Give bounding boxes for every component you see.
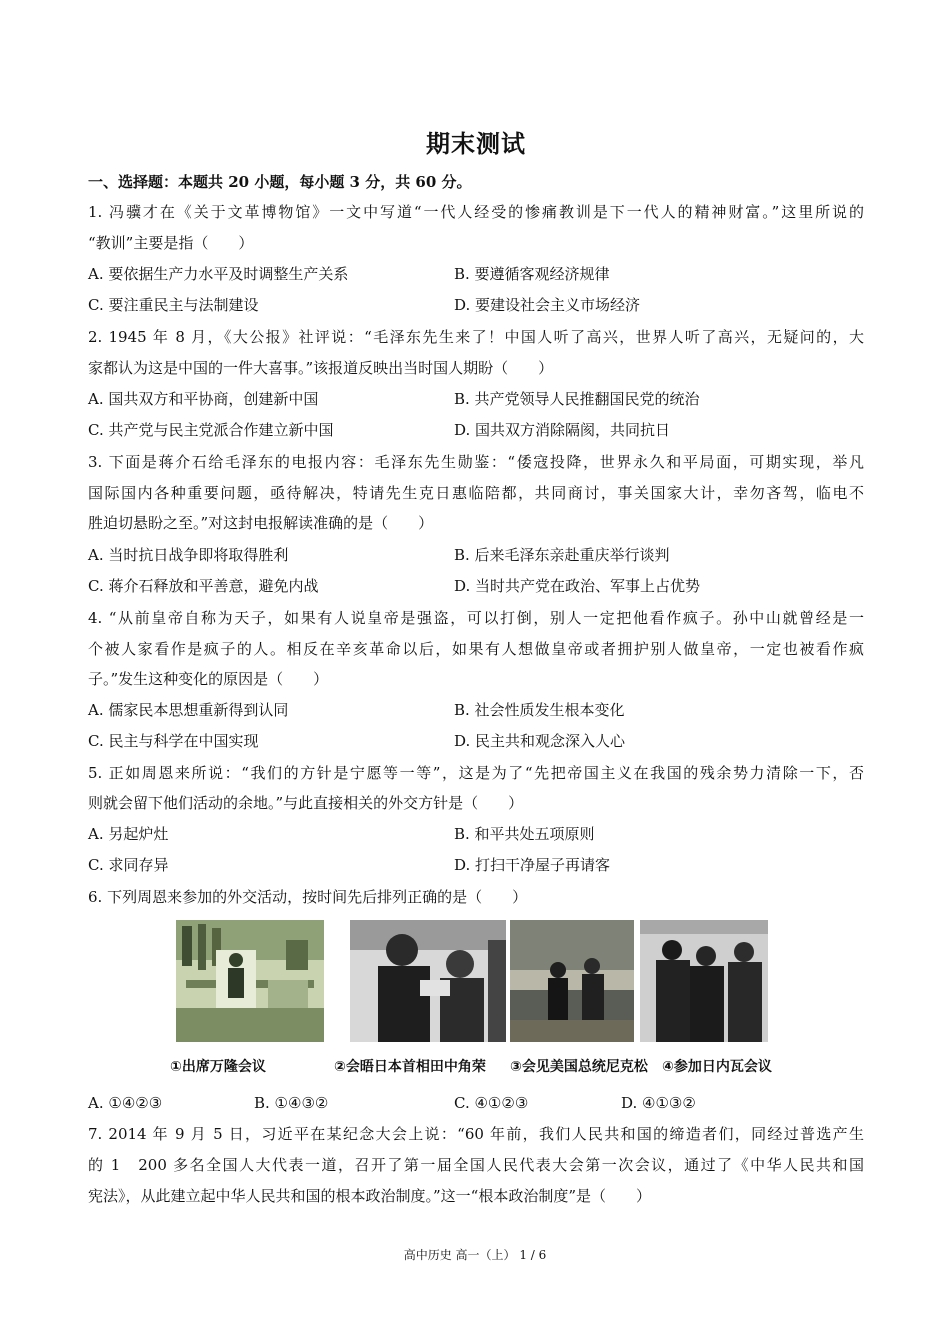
section-heading: 一、选择题：本题共 20 小题，每小题 3 分，共 60 分。 <box>88 173 472 191</box>
question-2-option-c: C. 共产党与民主党派合作建立新中国 <box>88 421 334 439</box>
photo-caption-4: ④参加日内瓦会议 <box>662 1059 772 1075</box>
question-5-stem-cont: 则就会留下他们活动的余地。”与此直接相关的外交方针是（ ） <box>88 794 524 812</box>
question-3-stem-cont: 国际国内各种重要问题，亟待解决，特请先生克日惠临陪都，共同商讨，事关国家大计，幸勿吝驾，临电不 <box>88 484 864 502</box>
question-3-option-a: A. 当时抗日战争即将取得胜利 <box>88 546 289 564</box>
question-7-stem-cont: 的 1 200 多名全国人大代表一道，召开了第一届全国人民代表大会第一次会议，通过了《中华人民共和国 <box>88 1156 864 1174</box>
question-6-option-b: B. ①④③② <box>254 1094 329 1112</box>
bandung-conference-photo <box>176 920 324 1042</box>
question-6-option-c: C. ④①②③ <box>454 1094 529 1112</box>
tanaka-meeting-photo <box>350 920 506 1042</box>
question-1-option-c: C. 要注重民主与法制建设 <box>88 296 259 314</box>
page-title: 期末测试 <box>426 129 526 158</box>
question-5-option-c: C. 求同存异 <box>88 856 169 874</box>
geneva-conference-photo <box>640 920 768 1042</box>
question-1-stem: 1. 冯骥才在《关于文革博物馆》一文中写道“一代人经受的惨痛教训是下一代人的精神财富。”这里所说的 <box>88 203 864 221</box>
question-5-option-a: A. 另起炉灶 <box>88 825 169 843</box>
question-4-stem-end: 子。”发生这种变化的原因是（ ） <box>88 670 329 688</box>
question-3-stem: 3. 下面是蒋介石给毛泽东的电报内容：毛泽东先生勋鉴：“倭寇投降，世界永久和平局面，可期实现，举凡 <box>88 453 864 471</box>
question-1-option-a: A. 要依据生产力水平及时调整生产关系 <box>88 265 349 283</box>
photo-caption-3: ③会见美国总统尼克松 <box>510 1059 648 1075</box>
question-5-stem: 5. 正如周恩来所说：“我们的方针是宁愿等一等”，这是为了“先把帝国主义在我国的残余势力清除一下，否 <box>88 764 864 782</box>
question-1-option-d: D. 要建设社会主义市场经济 <box>454 296 641 314</box>
question-6-photo-strip <box>88 920 788 1080</box>
question-1-stem-cont: “教训”主要是指（ ） <box>88 234 254 252</box>
question-2-option-d: D. 国共双方消除隔阂，共同抗日 <box>454 421 671 439</box>
photo-caption-2: ②会晤日本首相田中角荣 <box>334 1059 486 1075</box>
question-4-option-b: B. 社会性质发生根本变化 <box>454 701 625 719</box>
question-5-option-b: B. 和平共处五项原则 <box>454 825 595 843</box>
photo-caption-1: ①出席万隆会议 <box>170 1059 266 1075</box>
nixon-meeting-photo <box>510 920 634 1042</box>
question-4-option-c: C. 民主与科学在中国实现 <box>88 732 259 750</box>
question-2-option-a: A. 国共双方和平协商，创建新中国 <box>88 390 319 408</box>
page-footer: 高中历史 高一（上） 1 / 6 <box>403 1248 547 1262</box>
question-7-stem: 7. 2014 年 9 月 5 日，习近平在某纪念大会上说：“60 年前，我们人民共和国的缔造者们，同经过普选产生 <box>88 1125 864 1143</box>
question-6-stem: 6. 下列周恩来参加的外交活动，按时间先后排列正确的是（ ） <box>88 888 528 906</box>
question-7-stem-end: 宪法》，从此建立起中华人民共和国的根本政治制度。”这一“根本政治制度”是（ ） <box>88 1187 652 1205</box>
question-3-stem-end: 胜迫切悬盼之至。”对这封电报解读准确的是（ ） <box>88 514 434 532</box>
question-6-option-d: D. ④①③② <box>621 1094 696 1112</box>
question-2-stem: 2. 1945 年 8 月，《大公报》社评说：“毛泽东先生来了！中国人听了高兴，世界人听了高兴，无疑问的，大 <box>88 328 864 346</box>
question-2-option-b: B. 共产党领导人民推翻国民党的统治 <box>454 390 700 408</box>
question-3-option-c: C. 蒋介石释放和平善意，避免内战 <box>88 577 319 595</box>
question-2-stem-cont: 家都认为这是中国的一件大喜事。”该报道反映出当时国人期盼（ ） <box>88 359 554 377</box>
question-6-option-a: A. ①④②③ <box>88 1094 163 1112</box>
question-1-option-b: B. 要遵循客观经济规律 <box>454 265 610 283</box>
question-3-option-b: B. 后来毛泽东亲赴重庆举行谈判 <box>454 546 670 564</box>
question-3-option-d: D. 当时共产党在政治、军事上占优势 <box>454 577 701 595</box>
question-5-option-d: D. 打扫干净屋子再请客 <box>454 856 611 874</box>
question-4-stem: 4. “从前皇帝自称为天子，如果有人说皇帝是强盗，可以打倒，别人一定把他看作疯子。孙中山就曾经是一 <box>88 609 864 627</box>
question-4-option-d: D. 民主共和观念深入人心 <box>454 732 626 750</box>
question-4-option-a: A. 儒家民本思想重新得到认同 <box>88 701 289 719</box>
question-4-stem-cont: 个被人家看作是疯子的人。相反在辛亥革命以后，如果有人想做皇帝或者拥护别人做皇帝，一定也被看作疯 <box>88 640 864 658</box>
